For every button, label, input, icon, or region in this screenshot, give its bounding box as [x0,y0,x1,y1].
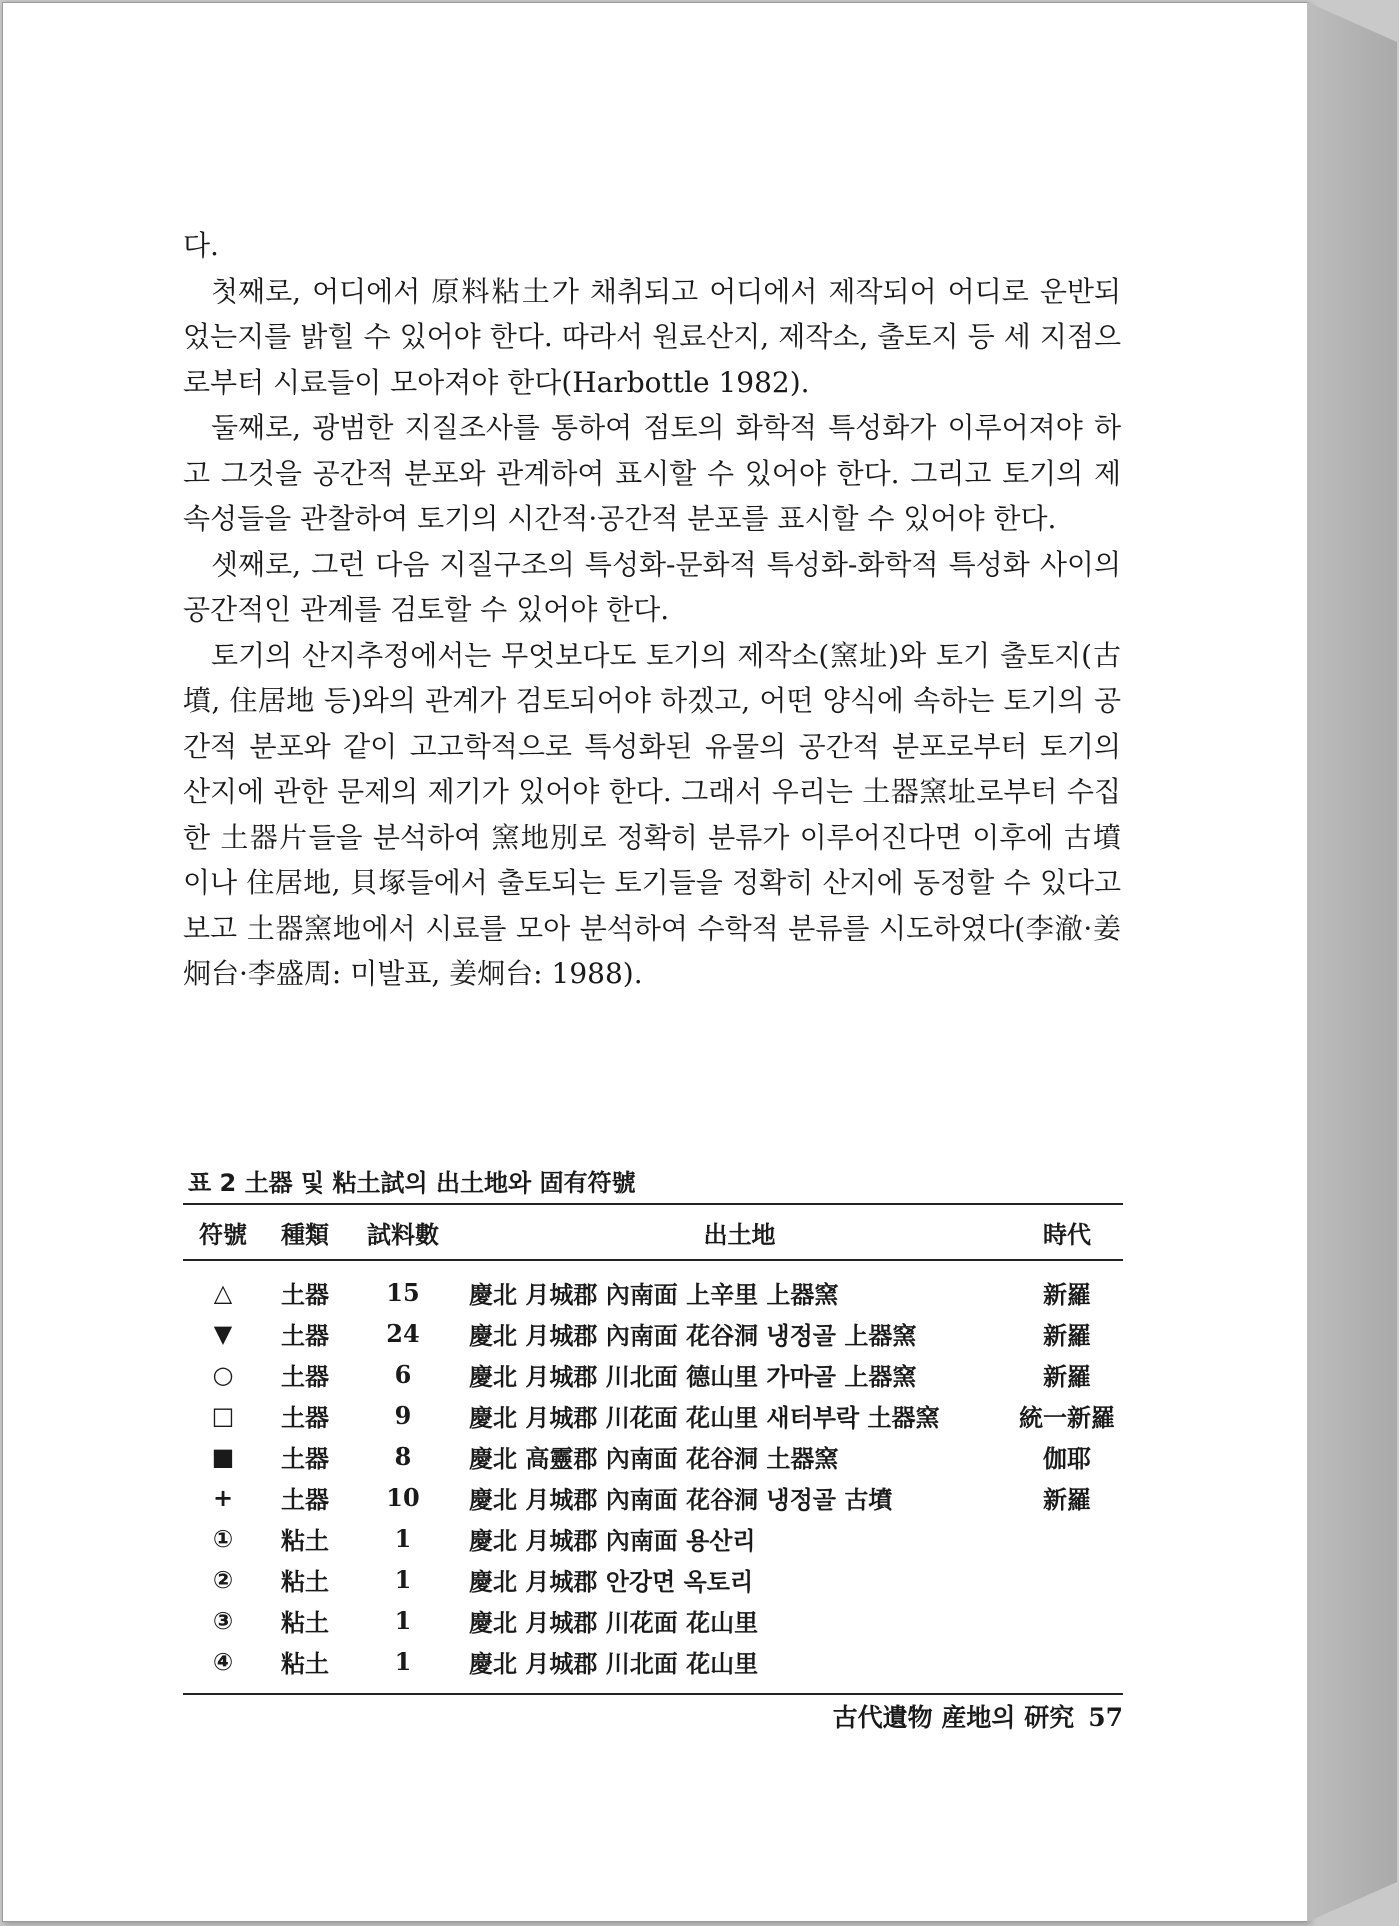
row-count: 24 [386,1319,420,1348]
row-count: 1 [394,1524,412,1553]
row-count: 1 [394,1606,412,1635]
row-count: 9 [394,1401,412,1430]
row-era: 統一新羅 [1019,1404,1115,1432]
table-row [183,1395,1123,1436]
running-title: 古代遺物 産地의 研究 [832,1703,1075,1732]
header-site: 出土地 [703,1220,776,1249]
row-count: 1 [394,1647,412,1676]
row-site: 慶北 月城郡 內南面 上辛里 上器窯 [469,1281,839,1309]
row-symbol: ■ [211,1442,235,1471]
row-type: 土器 [281,1486,329,1514]
row-site: 慶北 月城郡 內南面 花谷洞 냉정골 上器窯 [469,1322,917,1350]
header-type: 種類 [281,1220,329,1249]
row-site: 慶北 月城郡 內南面 花谷洞 냉정골 古墳 [469,1486,893,1514]
row-site: 慶北 月城郡 川北面 花山里 [469,1650,759,1678]
page-footer [803,1698,1123,1734]
table-row [183,1600,1123,1641]
row-type: 土器 [281,1363,329,1391]
row-type: 粘土 [281,1609,329,1637]
row-symbol: ○ [212,1360,234,1389]
row-type: 土器 [281,1404,329,1432]
row-site: 慶北 月城郡 안강면 옥토리 [469,1568,754,1596]
row-era: 伽耶 [1043,1445,1091,1473]
row-type: 土器 [281,1281,329,1309]
table-row [183,1313,1123,1354]
row-count: 15 [386,1278,420,1307]
paragraph-second: 둘째로, 광범한 지질조사를 통하여 점토의 화학적 특성화가 이루어져야 하고 그것을 공간적 분포와 관계하여 표시할 수 있어야 한다. 그리고 토기의 제속성들을 관찰하여 토기의 시간적·공간적 분포를 표시할 수 있어야 한다. [183,411,1121,535]
header-count: 試料數 [367,1219,439,1249]
paragraph-provenance: 토기의 산지추정에서는 무엇보다도 토기의 제작소(窯址)와 토기 출토지(古墳, 住居地 등)와의 관계가 검토되어야 하겠고, 어떤 양식에 속하는 토기의 공간적 분포와 같이 고고학적으로 특성화된 유물의 공간적 분포로부터 토기의 산지에 관한 문제의 제기가 있어야 한다. 그래서 우리는 土器窯址로부터 수집한 土器片들을 분석하여 窯地別로 정확히 분류가 이루어진다면 이후에 古墳이나 住居地, 貝塚들에서 출토되는 토기들을 정확히 산지에 동정할 수 있다고 보고 土器窯地에서 시료를 모아 분석하여 수학적 분류를 시도하였다(李澈·姜炯台·李盛周: 미발표, 姜炯台: 1988). [183,638,1121,990]
row-count: 6 [394,1360,412,1389]
document-page [2,2,1309,1922]
paragraph-third: 셋째로, 그런 다음 지질구조의 특성화-문화적 특성화-화학적 특성화 사이의 공간적인 관계를 검토할 수 있어야 한다. [183,547,1121,626]
row-era: 新羅 [1043,1486,1091,1514]
row-symbol: ④ [212,1647,234,1676]
row-era: 新羅 [1043,1281,1091,1309]
row-era [1011,1641,1123,1694]
row-symbol: ① [212,1524,234,1553]
body-text [183,223,1121,997]
row-era [1011,1559,1123,1600]
table-row [183,1559,1123,1600]
paragraph-first: 첫째로, 어디에서 原料粘土가 채취되고 어디에서 제작되어 어디로 운반되었는지를 밝힐 수 있어야 한다. 따라서 원료산지, 제작소, 출토지 등 세 지점으로부터 시료들이 모아져야 한다(Harbottle 1982). [183,274,1121,399]
row-symbol: ▼ [213,1319,233,1348]
row-site: 慶北 月城郡 川花面 花山里 [469,1609,759,1637]
row-site: 慶北 月城郡 川北面 德山里 가마골 上器窯 [469,1363,917,1391]
table-row [183,1354,1123,1395]
page-number: 57 [1088,1703,1123,1732]
table-row [183,1518,1123,1559]
row-type: 粘土 [281,1568,329,1596]
row-site: 慶北 月城郡 內南面 용산리 [469,1527,756,1555]
header-era: 時代 [1043,1220,1091,1249]
row-era [1011,1518,1123,1559]
table-header-row [183,1204,1123,1260]
table-row [183,1260,1123,1313]
table-row [183,1436,1123,1477]
row-symbol: □ [211,1401,235,1430]
row-count: 10 [386,1483,420,1512]
row-era [1011,1600,1123,1641]
table-row [183,1477,1123,1518]
row-symbol: △ [213,1278,233,1307]
table-row [183,1641,1123,1694]
row-symbol: ② [212,1565,234,1594]
row-type: 土器 [281,1322,329,1350]
row-site: 慶北 月城郡 川花面 花山里 새터부락 土器窯 [469,1404,940,1432]
row-era: 新羅 [1043,1363,1091,1391]
row-era: 新羅 [1043,1322,1091,1350]
row-symbol: + [212,1483,234,1512]
sample-table [183,1203,1123,1695]
row-type: 粘土 [281,1650,329,1678]
row-type: 土器 [281,1445,329,1473]
header-symbol: 符號 [199,1220,247,1249]
row-type: 粘土 [281,1527,329,1555]
paragraph-continuation: 다. [183,229,219,262]
row-site: 慶北 高靈郡 內南面 花谷洞 土器窯 [469,1445,839,1473]
row-count: 1 [394,1565,412,1594]
table-caption: 표 2 土器 및 粘土試의 出土地와 固有符號 [188,1169,636,1197]
row-count: 8 [394,1442,412,1471]
page-edge-decoration [1307,2,1397,1922]
row-symbol: ③ [212,1606,234,1635]
